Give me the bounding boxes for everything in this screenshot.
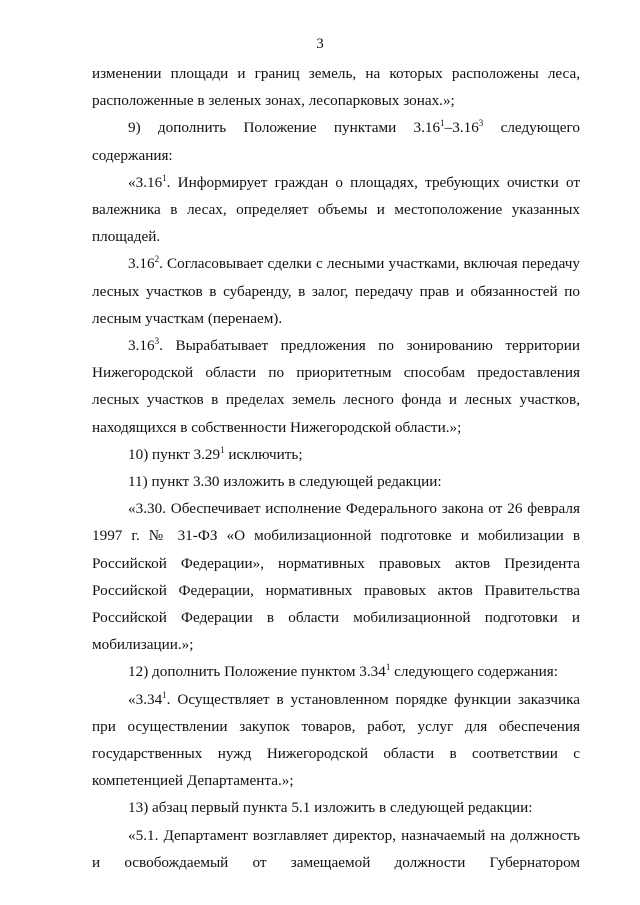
text-run: Российской Федерации, нормативных правовых актов Правительства [92,581,580,599]
text-run: и освобождаемый от замещаемой должности Губернатором [92,853,580,871]
text-run: при осуществлении закупок товаров, работ, услуг для обеспечения [92,717,580,735]
text-run: . Информирует граждан о площадях, требующих очистки от [166,173,580,191]
text-line [92,305,580,332]
text-run: «5.1. Департамент возглавляет директор, назначаемый на должность [128,826,580,844]
text-line [128,468,580,495]
text-run: Российской Федерации», нормативных правовых актов Президента [92,554,580,572]
text-line [92,522,580,549]
text-run: 10) пункт 3.29 [128,445,221,463]
text-run: валежника в лесах, определяет объемы и местоположение указанных [92,201,580,218]
superscript: 1 [162,689,167,700]
text-run: . Согласовывает сделки с лесными участками, включая передачу [159,255,580,273]
text-run: компетенцией Департамента.»; [92,772,294,790]
text-run: лесных участков в пределах земель лесного фонда и лесных участков, [92,391,580,409]
text-line [92,713,580,740]
text-run: «3.34 [128,690,163,708]
text-run: государственных нужд Нижегородской области в соответствии с [92,745,580,762]
text-run: следующего содержания: [390,663,558,681]
text-run: 11) пункт 3.30 изложить в следующей редакции: [128,473,442,490]
text-run: расположенные в зеленых зонах, лесопарковых зонах.»; [92,92,455,110]
text-line [92,740,580,767]
text-line [128,658,580,685]
text-line [92,196,580,223]
text-line [128,169,580,196]
superscript: 1 [440,118,445,129]
text-line [128,822,580,849]
text-line [92,278,580,305]
superscript: 2 [154,254,160,265]
text-run: 13) абзац первый пункта 5.1 изложить в следующей редакции: [128,799,533,817]
text-run: . Вырабатывает предложения по зонированию территории [159,337,580,354]
text-line [92,386,580,413]
text-run: 3.16 [128,337,155,354]
text-line [92,604,580,631]
text-run: площадей. [92,228,161,246]
text-line [92,60,580,87]
text-run: 9) дополнить Положение пунктами 3.16 [128,119,441,137]
text-line [128,250,580,277]
text-line [92,767,580,794]
text-run: 1997 г. № 31-ФЗ «О мобилизационной подготовке и мобилизации в [92,527,580,545]
text-run: 12) дополнить Положение пунктом 3.34 [128,663,386,681]
text-run: . Осуществляет в установленном порядке функции заказчика [166,690,580,708]
text-run: следующего [483,119,580,137]
superscript: 3 [154,336,160,346]
text-line [128,332,580,359]
superscript: 1 [162,172,167,183]
text-run: исключить; [224,445,303,463]
superscript: 3 [478,118,484,129]
text-run: лесных участков в субаренду, в залог, передачу прав и обязанностей по [92,282,580,300]
text-line [128,441,580,468]
text-run: лесным участкам (перенаем). [92,309,283,327]
superscript: 1 [220,444,225,455]
text-line [92,631,580,658]
text-run: «3.30. Обеспечивает исполнение Федерального закона от 26 февраля [128,500,580,518]
text-run: содержания: [92,146,173,164]
text-line [92,142,580,169]
text-line [92,849,580,876]
text-line [92,577,580,604]
page-number: 3 [316,36,324,52]
text-run: находящихся в собственности Нижегородской области.»; [92,418,462,436]
text-run: 3.16 [128,255,155,273]
superscript: 1 [385,662,391,673]
text-line [128,686,580,713]
text-run: мобилизации.»; [92,636,194,654]
text-line [128,495,580,522]
text-line [92,550,580,577]
text-line [92,87,580,114]
text-run: «3.16 [128,173,163,191]
text-line [128,794,580,821]
text-run: изменении площади и границ земель, на которых расположены леса, [92,65,580,82]
text-line [92,223,580,250]
text-line [92,414,580,441]
text-run: –3.16 [444,119,479,137]
text-line [92,359,580,386]
text-line [128,114,580,141]
text-run: Нижегородской области по приоритетным способам предоставления [92,364,580,382]
text-run: Российской Федерации в области мобилизационной подготовки и [92,609,580,626]
